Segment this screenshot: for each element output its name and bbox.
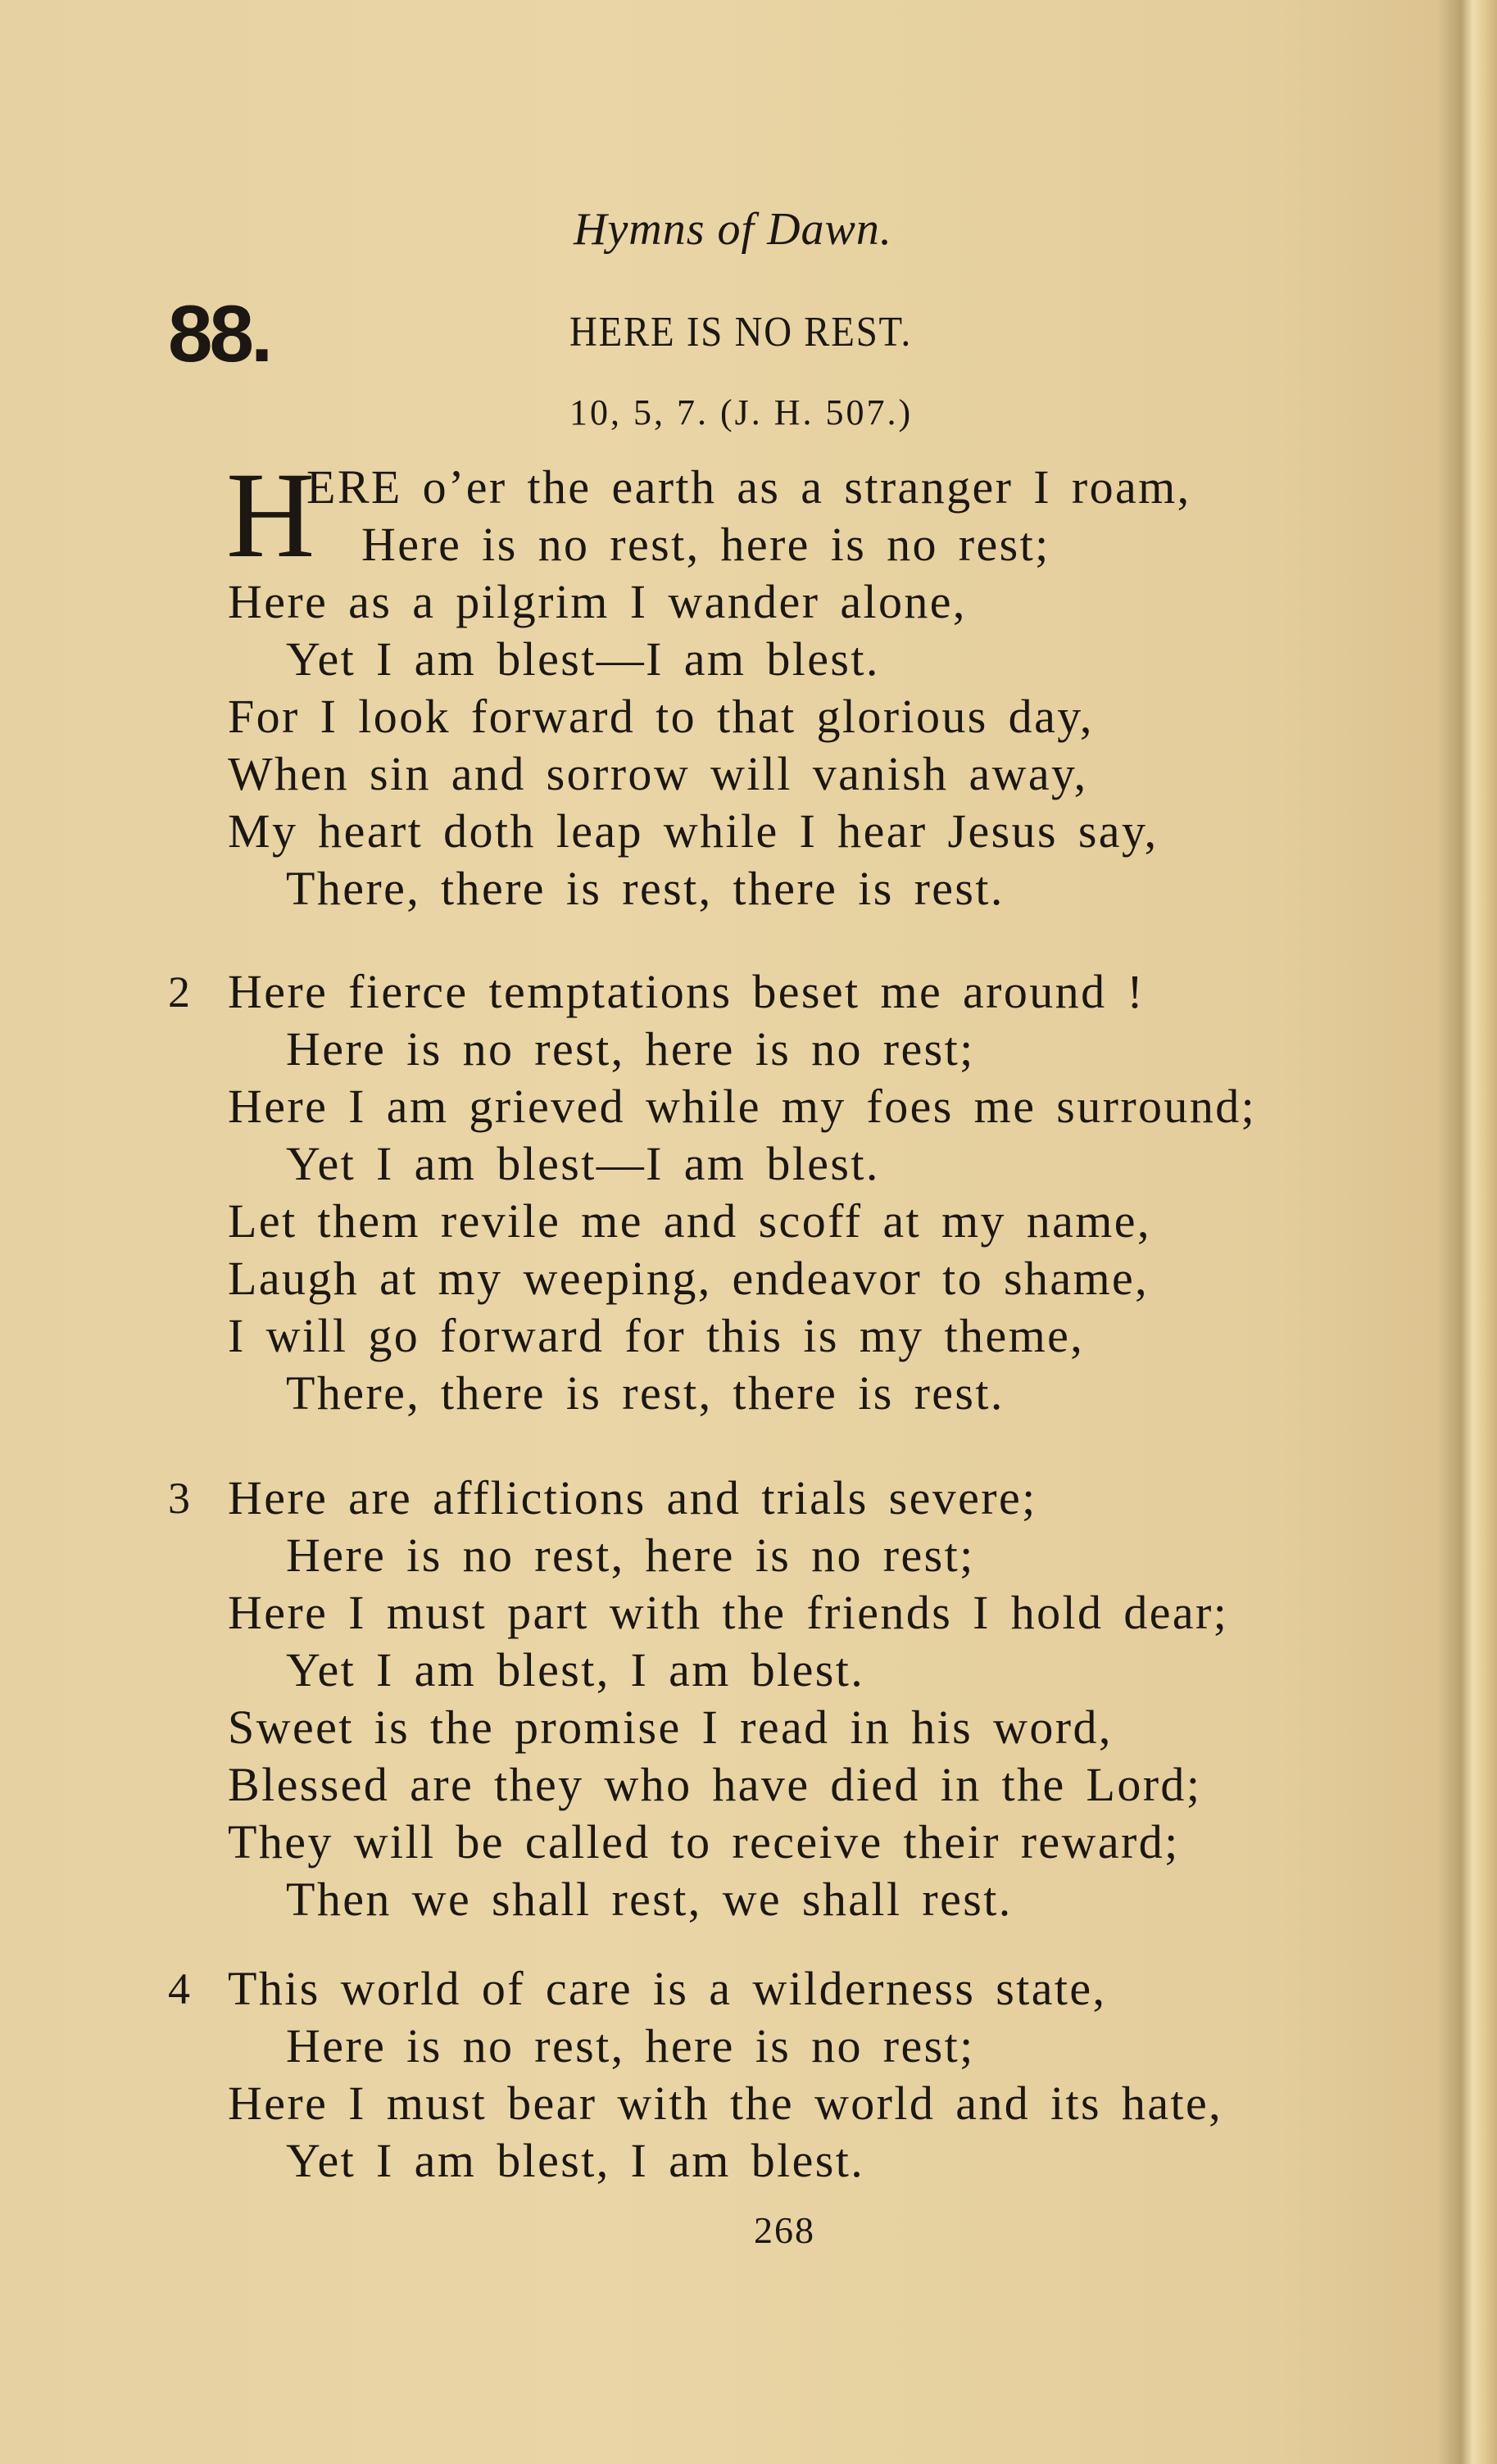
running-head: Hymns of Dawn.: [574, 204, 892, 255]
verse-line: Here is no rest, here is no rest;: [286, 1529, 975, 1582]
stanza-number: 3: [168, 1474, 190, 1523]
verse-line: They will be called to receive their reward;: [228, 1815, 1180, 1868]
verse-line: Sweet is the promise I read in his word,: [228, 1701, 1113, 1754]
verse-line: When sin and sorrow will vanish away,: [228, 747, 1088, 800]
hymn-title: HERE IS NO REST.: [569, 309, 912, 356]
verse-line: ERE o’er the earth as a stranger I roam,: [306, 460, 1191, 514]
verse-line: Laugh at my weeping, endeavor to shame,: [228, 1252, 1150, 1305]
stanza-number: 2: [168, 967, 190, 1017]
verse-line: This world of care is a wilderness state,: [228, 1962, 1107, 2015]
verse-line: Let them revile me and scoff at my name,: [228, 1194, 1151, 1248]
verse-line: Here fierce temptations beset me around !: [228, 965, 1145, 1018]
verse-line: Here is no rest, here is no rest;: [286, 2019, 975, 2072]
page-number: 268: [754, 2209, 815, 2251]
verse-line: Here are afflictions and trials severe;: [228, 1471, 1037, 1524]
drop-cap: H: [226, 447, 315, 583]
stanza-number: 4: [168, 1964, 190, 2013]
verse-line: Yet I am blest—I am blest.: [286, 632, 880, 686]
verse-line: Yet I am blest—I am blest.: [286, 1137, 880, 1190]
verse-line: Yet I am blest, I am blest.: [286, 2134, 865, 2187]
verse-line: Here is no rest, here is no rest;: [286, 1022, 975, 1076]
verse-line: Here is no rest, here is no rest;: [361, 518, 1050, 571]
verse-line: For I look forward to that glorious day,: [228, 690, 1094, 743]
verse-line: Here as a pilgrim I wander alone,: [228, 575, 967, 628]
verse-line: Blessed are they who have died in the Lord;: [228, 1758, 1202, 1811]
hymn-meter: 10, 5, 7. (J. H. 507.): [569, 392, 914, 433]
verse-line: My heart doth leap while I hear Jesus say,: [228, 804, 1159, 858]
verse-line: I will go forward for this is my theme,: [228, 1309, 1085, 1362]
verse-line: Yet I am blest, I am blest.: [286, 1643, 865, 1696]
hymn-number: 88.: [168, 288, 270, 378]
verse-line: Here I must bear with the world and its hate,: [228, 2077, 1223, 2130]
verse-line: Here I must part with the friends I hold dear;: [228, 1586, 1229, 1639]
verse-line: Here I am grieved while my foes me surround;: [228, 1080, 1257, 1133]
verse-line: There, there is rest, there is rest.: [286, 1366, 1005, 1420]
verse-line: Then we shall rest, we shall rest.: [286, 1873, 1013, 1926]
verse-line: There, there is rest, there is rest.: [286, 862, 1005, 915]
